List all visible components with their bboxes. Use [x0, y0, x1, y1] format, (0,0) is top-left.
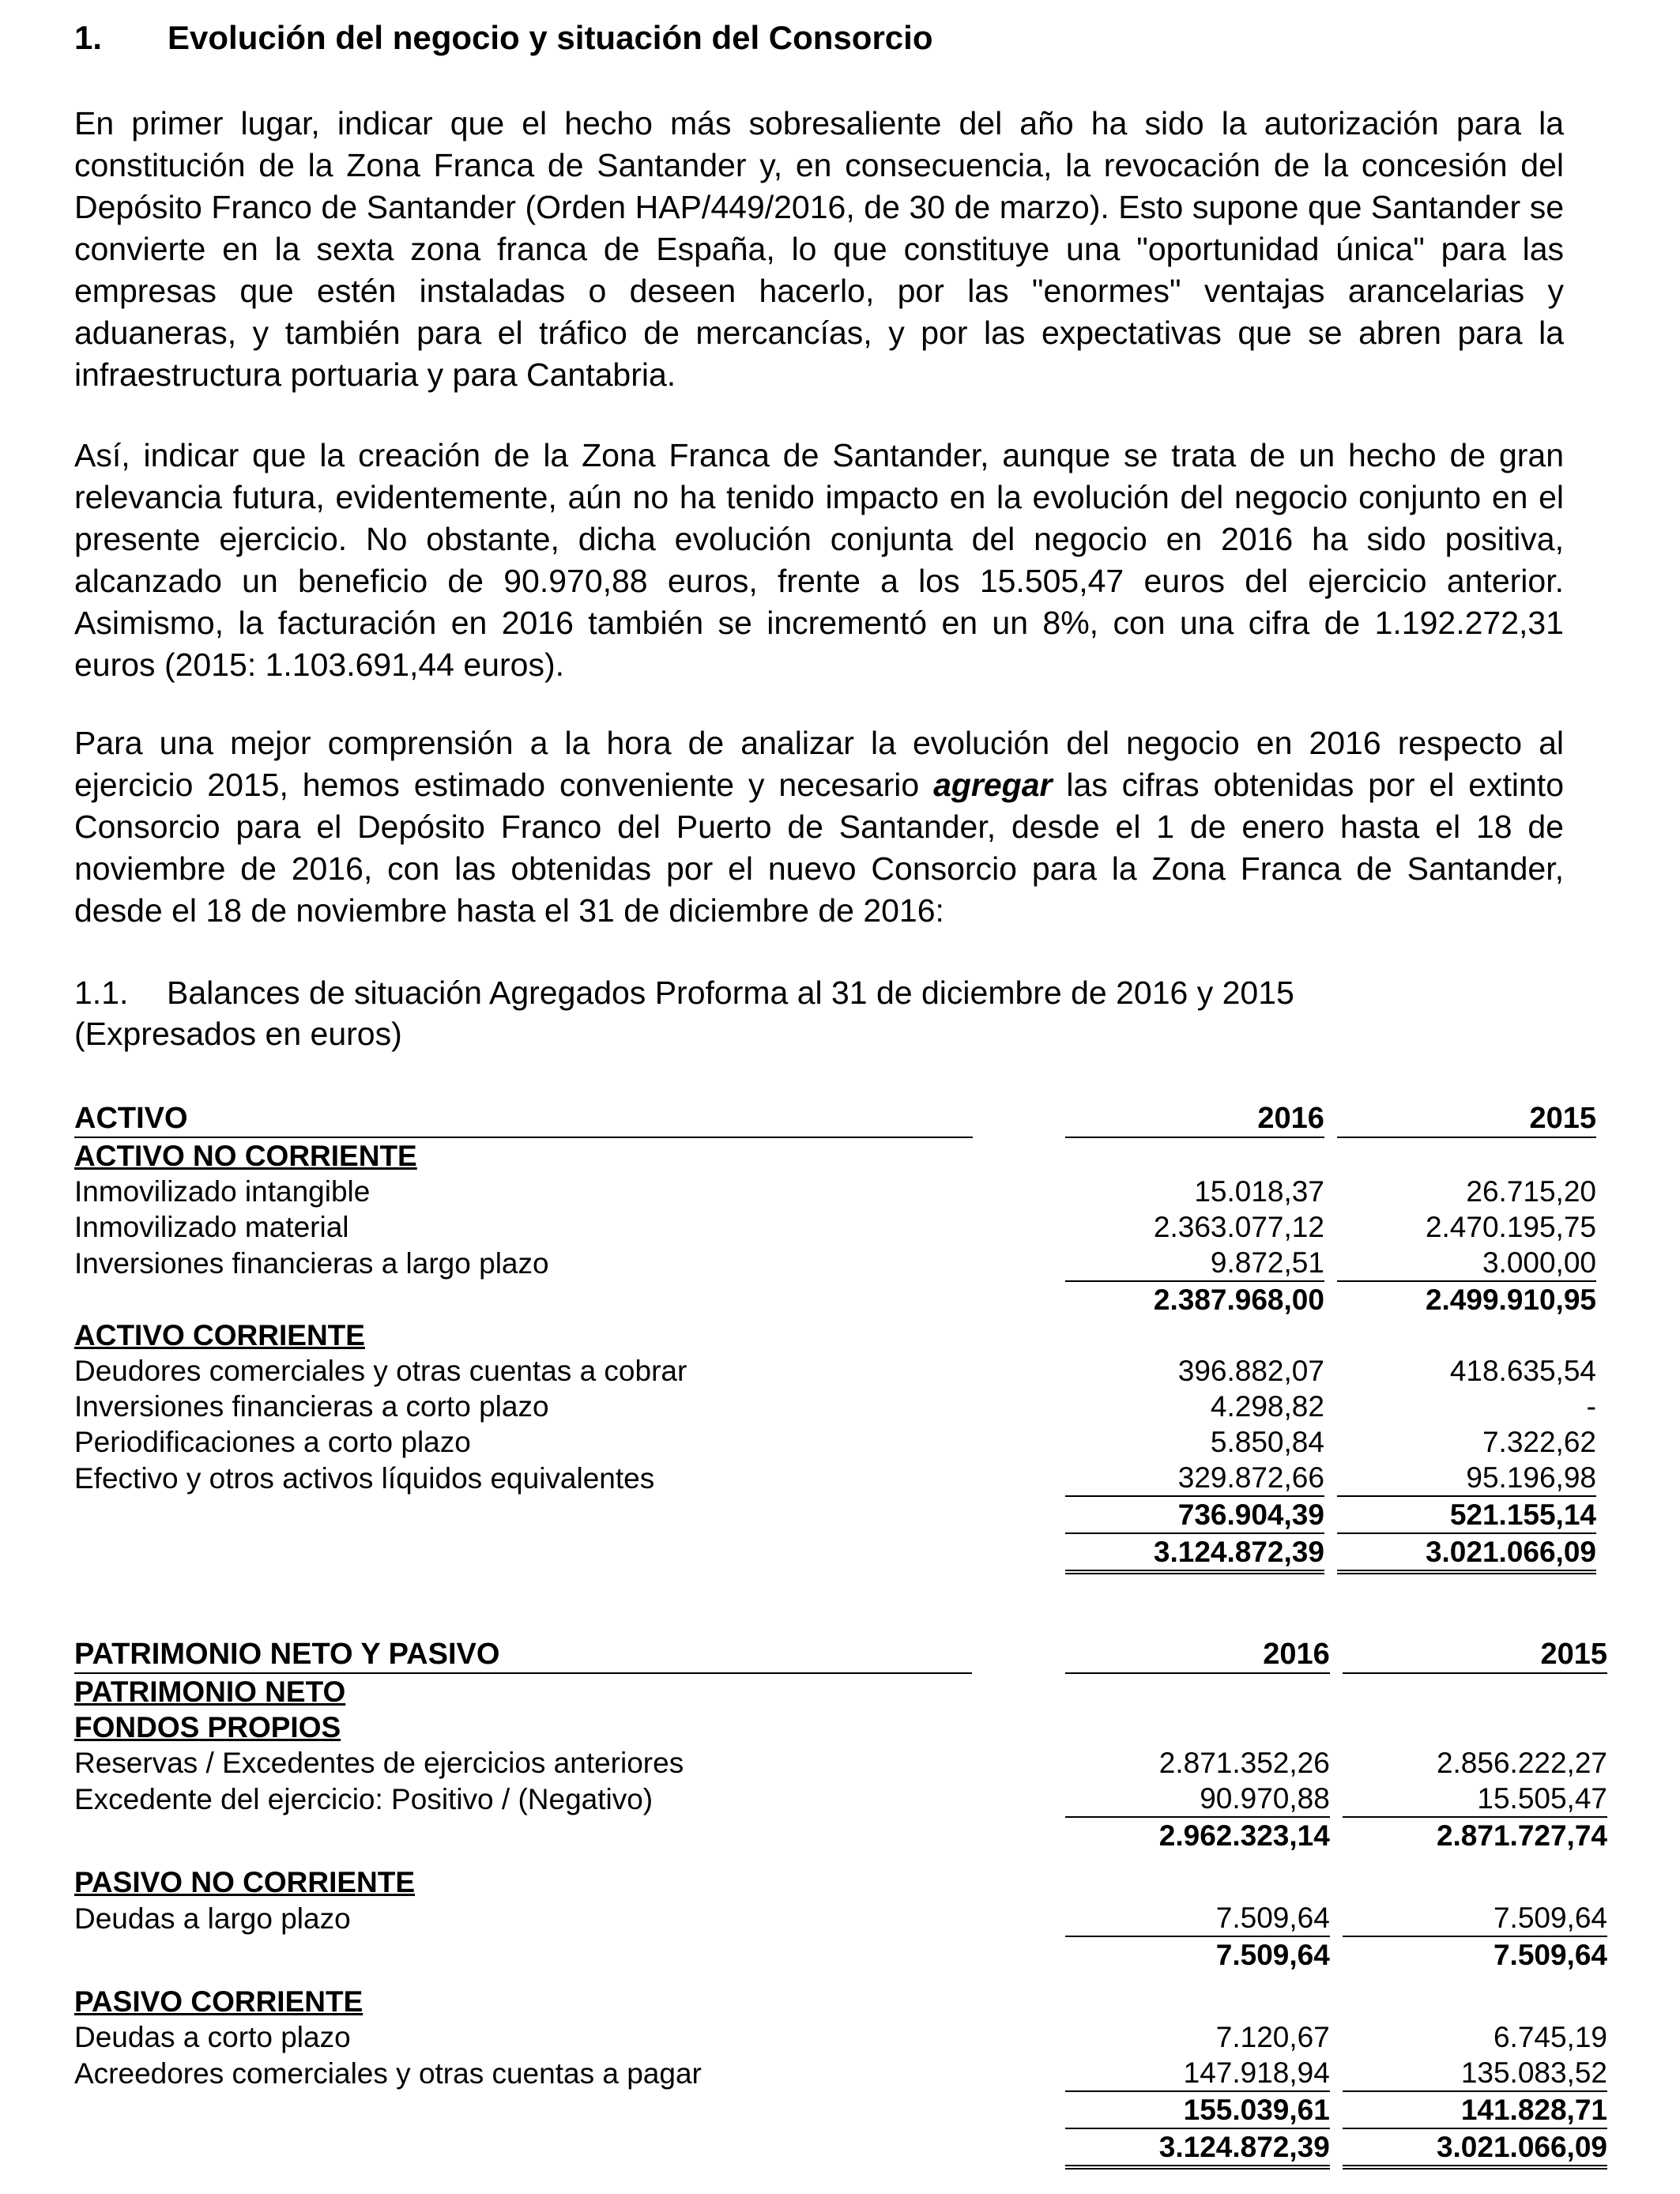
row-label: Deudas a largo plazo — [74, 1902, 351, 1935]
row-value-2015: - — [1586, 1390, 1596, 1423]
balance-subheading — [74, 972, 1294, 1054]
row-value-2015: 418.635,54 — [1449, 1355, 1596, 1387]
subtotal-2016: 7.509,64 — [1065, 1936, 1330, 1973]
row-value-2016: 15.018,37 — [1194, 1175, 1324, 1208]
row-value-2016: 90.970,88 — [1200, 1782, 1330, 1815]
row-value-2015: 7.322,62 — [1482, 1426, 1596, 1458]
subtotal-row — [74, 1817, 1607, 1853]
row-value-2015: 15.505,47 — [1477, 1782, 1607, 1815]
subtotal-2015: 521.155,14 — [1337, 1496, 1596, 1533]
paragraph-1: En primer lugar, indicar que el hecho más sobresaliente del año ha sido la autorización para la constitución de la Zona Franca de Santander y, en consecuencia, la revocación de la concesión del Depósito Franco de Santander (Orden HAP/449/2016, de 30 de marzo). Esto supone que Santander se convierte en la sexta zona franca de España, lo que constituye una "oportunidad única" para las empresas que estén instaladas o deseen hacerlo, por las "enormes" ventajas arancelarias y aduaneras, y también para el tráfico de mercancías, y por las expectativas que se abren para la infraestructura portuaria y para Cantabria. — [74, 105, 1564, 393]
section-number: 1. — [74, 19, 103, 56]
pasivo-header-row — [74, 1630, 1607, 1673]
row-value-2015: 2.856.222,27 — [1436, 1747, 1607, 1779]
paragraph-2: Así, indicar que la creación de la Zona Franca de Santander, aunque se trata de un hecho de gran relevancia futura, evidentemente, aún no ha tenido impacto en la evolución del negocio conjunto en el presente ejercicio. No obstante, dicha evolución conjunta del negocio en 2016 ha sido positiva, alcanzado un beneficio de 90.970,88 euros, frente a los 15.505,47 euros del ejercicio anterior. Asimismo, la facturación en 2016 también se incrementó en un 8%, con una cifra de 1.192.272,31 euros (2015: 1.103.691,44 euros). — [74, 437, 1564, 683]
row-label: Deudas a corto plazo — [74, 2021, 351, 2053]
fondos-propios-title: FONDOS PROPIOS — [74, 1711, 341, 1744]
row-value-2016: 147.918,94 — [1183, 2056, 1330, 2089]
pasivo-table — [74, 1630, 1607, 2169]
total-row — [74, 1533, 1596, 1572]
row-value-2015: 7.509,64 — [1493, 1902, 1607, 1934]
total-2016: 3.124.872,39 — [1065, 1533, 1324, 1572]
subtotal-2016: 2.387.968,00 — [1065, 1281, 1324, 1318]
row-value-2015: 6.745,19 — [1493, 2021, 1607, 2053]
row-value-2015: 95.196,98 — [1466, 1461, 1596, 1494]
subtotal-2016: 736.904,39 — [1065, 1496, 1324, 1533]
row-value-2016: 7.509,64 — [1215, 1902, 1330, 1934]
patrimonio-neto-title: PATRIMONIO NETO — [74, 1676, 346, 1708]
group-heading — [74, 1318, 1596, 1353]
paragraph-3 — [74, 722, 1564, 932]
activo-no-corriente-title: ACTIVO NO CORRIENTE — [74, 1140, 417, 1172]
row-label: Inversiones financieras a corto plazo — [74, 1390, 549, 1423]
row-label: Inmovilizado material — [74, 1211, 349, 1243]
row-label: Deudores comerciales y otras cuentas a cobrar — [74, 1355, 687, 1387]
total-row — [74, 2128, 1607, 2167]
group-heading — [74, 1673, 1607, 1710]
group-heading — [74, 1864, 1607, 1900]
row-value-2016: 2.363.077,12 — [1153, 1211, 1324, 1243]
row-label: Excedente del ejercicio: Positivo / (Negativo) — [74, 1783, 654, 1815]
activo-col-2016: 2016 — [1065, 1094, 1324, 1137]
section-heading — [74, 17, 932, 58]
subtotal-row — [74, 1496, 1596, 1533]
row-value-2015: 3.000,00 — [1482, 1246, 1596, 1279]
row-label: Inversiones financieras a largo plazo — [74, 1247, 549, 1280]
row-value-2015: 26.715,20 — [1466, 1175, 1596, 1208]
row-value-2015: 135.083,52 — [1460, 2056, 1607, 2089]
total-2015: 3.021.066,09 — [1343, 2128, 1607, 2167]
subtotal-2015: 2.499.910,95 — [1337, 1281, 1596, 1318]
table-row — [74, 1424, 1596, 1460]
table-row — [74, 1245, 1596, 1281]
row-label: Reservas / Excedentes de ejercicios anteriores — [74, 1747, 684, 1779]
section-heading-text: Evolución del negocio y situación del Consorcio — [168, 19, 933, 56]
row-value-2015: 2.470.195,75 — [1425, 1211, 1596, 1243]
subtotal-2016: 155.039,61 — [1065, 2091, 1330, 2128]
row-label: Acreedores comerciales y otras cuentas a pagar — [74, 2057, 702, 2090]
paragraph-3-end: las cifras obtenidas por el extinto Consorcio para el Depósito Franco del Puerto de Santander, desde el 1 de enero hasta el 18 de noviembre de 2016, con las obtenidas por el nuevo Consorcio para la Zona Franca de Santander, desde el 18 de noviembre hasta el 31 de diciembre de 2016: — [74, 767, 1564, 929]
group-heading — [74, 1137, 1596, 1174]
table-row — [74, 1460, 1596, 1496]
pasivo-no-corriente-title: PASIVO NO CORRIENTE — [74, 1866, 416, 1898]
table-row — [74, 1781, 1607, 1817]
group-heading — [74, 1710, 1607, 1745]
table-row — [74, 1745, 1607, 1781]
table-row — [74, 2019, 1607, 2055]
group-heading — [74, 1984, 1607, 2019]
total-2016: 3.124.872,39 — [1065, 2128, 1330, 2167]
row-value-2016: 5.850,84 — [1210, 1426, 1324, 1458]
subtotal-2015: 141.828,71 — [1343, 2091, 1607, 2128]
row-value-2016: 2.871.352,26 — [1158, 1747, 1330, 1779]
row-value-2016: 4.298,82 — [1210, 1390, 1324, 1423]
row-label: Periodificaciones a corto plazo — [74, 1426, 471, 1458]
paragraph-3-start: Para una mejor comprensión a la hora de analizar la evolución del negocio en 2016 respecto al ejercicio 2015, hemos estimado conveniente y necesario — [74, 725, 1564, 803]
pasivo-title: PATRIMONIO NETO Y PASIVO — [74, 1630, 972, 1673]
table-row — [74, 1174, 1596, 1209]
table-row — [74, 1209, 1596, 1245]
row-value-2016: 7.120,67 — [1215, 2021, 1330, 2053]
table-row — [74, 2055, 1607, 2091]
table-row — [74, 1900, 1607, 1936]
paragraph-3-emphasis: agregar — [933, 767, 1053, 803]
activo-col-2015: 2015 — [1337, 1094, 1596, 1137]
subtotal-2015: 2.871.727,74 — [1343, 1817, 1607, 1853]
pasivo-col-2016: 2016 — [1065, 1630, 1330, 1673]
table-row — [74, 1389, 1596, 1424]
row-label: Inmovilizado intangible — [74, 1175, 371, 1208]
pasivo-corriente-title: PASIVO CORRIENTE — [74, 1985, 363, 2018]
subtotal-row — [74, 2091, 1607, 2128]
row-value-2016: 329.872,66 — [1177, 1461, 1324, 1494]
subheading-units: (Expresados en euros) — [74, 1016, 402, 1052]
activo-corriente-title: ACTIVO CORRIENTE — [74, 1319, 365, 1351]
activo-header-row — [74, 1094, 1596, 1137]
activo-title: ACTIVO — [74, 1094, 973, 1137]
table-row — [74, 1353, 1596, 1389]
subheading-number: 1.1. — [74, 974, 129, 1011]
activo-table — [74, 1094, 1596, 1574]
subtotal-row — [74, 1936, 1607, 1973]
total-2015: 3.021.066,09 — [1337, 1533, 1596, 1572]
subtotal-row — [74, 1281, 1596, 1318]
pasivo-col-2015: 2015 — [1343, 1630, 1607, 1673]
row-value-2016: 9.872,51 — [1210, 1246, 1324, 1279]
subtotal-2015: 7.509,64 — [1343, 1936, 1607, 1973]
row-label: Efectivo y otros activos líquidos equivalentes — [74, 1462, 655, 1495]
subtotal-2016: 2.962.323,14 — [1065, 1817, 1330, 1853]
row-value-2016: 396.882,07 — [1177, 1355, 1324, 1387]
subheading-title: Balances de situación Agregados Proforma al 31 de diciembre de 2016 y 2015 — [167, 974, 1294, 1011]
